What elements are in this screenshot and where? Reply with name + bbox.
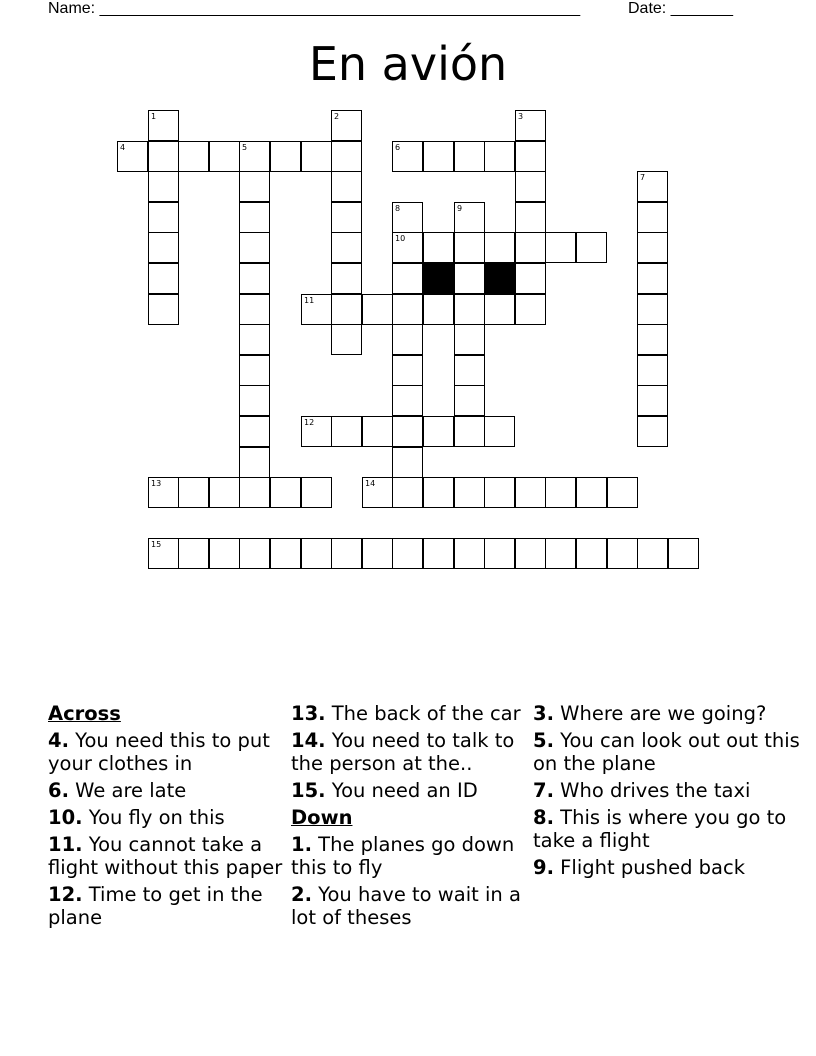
clue-number: 14 xyxy=(365,479,376,488)
grid-cell[interactable] xyxy=(392,232,423,263)
grid-cell[interactable] xyxy=(637,232,668,263)
clue-item-text: We are late xyxy=(68,779,187,802)
grid-cell[interactable] xyxy=(607,538,638,569)
name-field[interactable]: Name: ______________________________________________________ xyxy=(48,0,581,17)
grid-cell[interactable] xyxy=(178,538,209,569)
clue-item xyxy=(291,779,531,802)
clue-item-text: This is where you go to take a flight xyxy=(533,806,787,852)
clue-number: 11 xyxy=(304,296,315,305)
clue-number: 7 xyxy=(640,173,646,182)
grid-cell[interactable] xyxy=(454,141,485,172)
clue-heading-down: Down xyxy=(291,806,353,829)
clue-item xyxy=(48,883,284,929)
clue-item-text: You cannot take a flight without this paper xyxy=(48,833,283,879)
grid-cell[interactable] xyxy=(637,263,668,294)
clue-item xyxy=(533,856,803,879)
clue-number: 1 xyxy=(151,112,157,121)
clue-item-number: 12. xyxy=(48,883,83,906)
grid-cell[interactable] xyxy=(178,477,209,508)
clue-number: 10 xyxy=(395,234,406,243)
clue-item-text: Time to get in the plane xyxy=(48,883,263,929)
grid-cell[interactable] xyxy=(148,110,179,141)
clue-item-number: 10. xyxy=(48,806,83,829)
grid-cell[interactable] xyxy=(239,324,270,355)
grid-cell[interactable] xyxy=(331,141,362,172)
grid-cell[interactable] xyxy=(301,477,332,508)
clue-item xyxy=(291,883,531,929)
grid-cell[interactable] xyxy=(331,416,362,447)
grid-cell[interactable] xyxy=(484,294,515,325)
grid-cell[interactable] xyxy=(637,416,668,447)
grid-cell[interactable] xyxy=(484,538,515,569)
clue-column-2 xyxy=(291,702,531,933)
grid-cell[interactable] xyxy=(484,477,515,508)
date-field[interactable]: Date: _______ xyxy=(628,0,733,17)
grid-cell[interactable] xyxy=(331,171,362,202)
grid-cell[interactable] xyxy=(454,202,485,233)
grid-cell[interactable] xyxy=(301,538,332,569)
grid-cell[interactable] xyxy=(637,324,668,355)
clue-item-number: 15. xyxy=(291,779,326,802)
black-square xyxy=(484,263,515,294)
grid-cell[interactable] xyxy=(148,538,179,569)
grid-cell[interactable] xyxy=(392,294,423,325)
grid-cell[interactable] xyxy=(637,538,668,569)
clue-item-text: You can look out out this on the plane xyxy=(533,729,800,775)
grid-cell[interactable] xyxy=(392,447,423,478)
grid-cell[interactable] xyxy=(270,477,301,508)
grid-cell[interactable] xyxy=(331,263,362,294)
clue-item xyxy=(533,806,803,852)
grid-cell[interactable] xyxy=(545,477,576,508)
grid-cell[interactable] xyxy=(392,538,423,569)
grid-cell[interactable] xyxy=(148,294,179,325)
clue-item-number: 5. xyxy=(533,729,554,752)
grid-cell[interactable] xyxy=(454,355,485,386)
clue-item xyxy=(48,806,284,829)
grid-cell[interactable] xyxy=(392,385,423,416)
black-square xyxy=(423,263,454,294)
grid-cell[interactable] xyxy=(515,232,546,263)
grid-cell[interactable] xyxy=(178,141,209,172)
grid-cell[interactable] xyxy=(239,538,270,569)
grid-cell[interactable] xyxy=(454,538,485,569)
clue-item-number: 9. xyxy=(533,856,554,879)
clue-item-number: 4. xyxy=(48,729,69,752)
grid-cell[interactable] xyxy=(392,416,423,447)
grid-cell[interactable] xyxy=(515,294,546,325)
clue-item-text: You need an ID xyxy=(325,779,478,802)
clue-item-number: 8. xyxy=(533,806,554,829)
grid-cell[interactable] xyxy=(148,171,179,202)
grid-cell[interactable] xyxy=(576,477,607,508)
clue-item-text: You fly on this xyxy=(82,806,225,829)
clue-item-number: 13. xyxy=(291,702,326,725)
grid-cell[interactable] xyxy=(637,294,668,325)
clue-item xyxy=(48,833,284,879)
grid-cell[interactable] xyxy=(392,324,423,355)
grid-cell[interactable] xyxy=(148,477,179,508)
grid-cell[interactable] xyxy=(301,141,332,172)
grid-cell[interactable] xyxy=(637,355,668,386)
grid-cell[interactable] xyxy=(392,202,423,233)
clue-item-text: Who drives the taxi xyxy=(553,779,751,802)
grid-cell[interactable] xyxy=(239,355,270,386)
grid-cell[interactable] xyxy=(301,416,332,447)
grid-cell[interactable] xyxy=(270,538,301,569)
grid-cell[interactable] xyxy=(423,416,454,447)
grid-cell[interactable] xyxy=(239,477,270,508)
clue-item-number: 11. xyxy=(48,833,83,856)
clue-item xyxy=(533,779,803,802)
grid-cell[interactable] xyxy=(454,232,485,263)
grid-cell[interactable] xyxy=(239,416,270,447)
clue-column-1 xyxy=(48,702,284,933)
clue-item-number: 3. xyxy=(533,702,554,725)
clue-heading-across: Across xyxy=(48,702,121,725)
clue-number: 15 xyxy=(151,540,162,549)
grid-cell[interactable] xyxy=(515,538,546,569)
clue-number: 13 xyxy=(151,479,162,488)
grid-cell[interactable] xyxy=(392,263,423,294)
grid-cell[interactable] xyxy=(484,416,515,447)
grid-cell[interactable] xyxy=(301,294,332,325)
grid-cell[interactable] xyxy=(423,294,454,325)
grid-cell[interactable] xyxy=(454,263,485,294)
clue-number: 12 xyxy=(304,418,315,427)
grid-cell[interactable] xyxy=(576,538,607,569)
clue-item xyxy=(291,729,531,775)
grid-cell[interactable] xyxy=(454,294,485,325)
grid-cell[interactable] xyxy=(484,232,515,263)
clue-item-number: 1. xyxy=(291,833,312,856)
grid-cell[interactable] xyxy=(331,202,362,233)
clue-number: 4 xyxy=(120,143,126,152)
grid-cell[interactable] xyxy=(239,141,270,172)
grid-cell[interactable] xyxy=(392,355,423,386)
clue-number: 3 xyxy=(518,112,524,121)
grid-cell[interactable] xyxy=(515,141,546,172)
grid-cell[interactable] xyxy=(239,171,270,202)
grid-cell[interactable] xyxy=(239,232,270,263)
clue-item xyxy=(291,702,531,725)
grid-cell[interactable] xyxy=(423,232,454,263)
clue-item xyxy=(48,779,284,802)
grid-cell[interactable] xyxy=(331,538,362,569)
grid-cell[interactable] xyxy=(148,141,179,172)
grid-cell[interactable] xyxy=(423,141,454,172)
grid-cell[interactable] xyxy=(239,202,270,233)
clue-item xyxy=(291,833,531,879)
grid-cell[interactable] xyxy=(239,447,270,478)
clue-item-text: You need to talk to the person at the.. xyxy=(291,729,515,775)
clue-number: 2 xyxy=(334,112,340,121)
clue-item xyxy=(533,729,803,775)
grid-cell[interactable] xyxy=(239,263,270,294)
clue-item-text: The back of the car xyxy=(325,702,521,725)
clue-item-number: 14. xyxy=(291,729,326,752)
grid-cell[interactable] xyxy=(545,538,576,569)
grid-cell[interactable] xyxy=(209,538,240,569)
grid-cell[interactable] xyxy=(239,385,270,416)
clue-item-text: You have to wait in a lot of theses xyxy=(291,883,521,929)
grid-cell[interactable] xyxy=(331,294,362,325)
grid-cell[interactable] xyxy=(148,263,179,294)
grid-cell[interactable] xyxy=(362,416,393,447)
grid-cell[interactable] xyxy=(331,110,362,141)
grid-cell[interactable] xyxy=(331,232,362,263)
grid-cell[interactable] xyxy=(148,232,179,263)
grid-cell[interactable] xyxy=(515,110,546,141)
clue-item-number: 2. xyxy=(291,883,312,906)
clue-number: 8 xyxy=(395,204,401,213)
grid-cell[interactable] xyxy=(668,538,699,569)
grid-cell[interactable] xyxy=(209,141,240,172)
grid-cell[interactable] xyxy=(270,141,301,172)
grid-cell[interactable] xyxy=(515,202,546,233)
clue-item-text: You need this to put your clothes in xyxy=(48,729,270,775)
grid-cell[interactable] xyxy=(484,141,515,172)
clue-column-3 xyxy=(533,702,803,883)
clue-item-text: The planes go down this to fly xyxy=(291,833,515,879)
grid-cell[interactable] xyxy=(607,477,638,508)
grid-cell[interactable] xyxy=(362,294,393,325)
grid-cell[interactable] xyxy=(362,538,393,569)
grid-cell[interactable] xyxy=(637,202,668,233)
grid-cell[interactable] xyxy=(362,477,393,508)
clue-number: 5 xyxy=(242,143,248,152)
grid-cell[interactable] xyxy=(148,202,179,233)
clue-number: 9 xyxy=(457,204,463,213)
clue-item-text: Where are we going? xyxy=(553,702,767,725)
grid-cell[interactable] xyxy=(545,232,576,263)
grid-cell[interactable] xyxy=(209,477,240,508)
clue-item xyxy=(533,702,803,725)
grid-cell[interactable] xyxy=(637,385,668,416)
grid-cell[interactable] xyxy=(454,385,485,416)
grid-cell[interactable] xyxy=(515,477,546,508)
grid-cell[interactable] xyxy=(331,324,362,355)
clue-item-number: 6. xyxy=(48,779,69,802)
clue-item-number: 7. xyxy=(533,779,554,802)
page-title: En avión xyxy=(308,37,508,91)
grid-cell[interactable] xyxy=(239,294,270,325)
grid-cell[interactable] xyxy=(117,141,148,172)
grid-cell[interactable] xyxy=(423,538,454,569)
grid-cell[interactable] xyxy=(637,171,668,202)
grid-cell[interactable] xyxy=(454,416,485,447)
clue-item-text: Flight pushed back xyxy=(553,856,745,879)
grid-cell[interactable] xyxy=(576,232,607,263)
grid-cell[interactable] xyxy=(454,324,485,355)
grid-cell[interactable] xyxy=(515,263,546,294)
grid-cell[interactable] xyxy=(423,477,454,508)
clue-item xyxy=(48,729,284,775)
clue-number: 6 xyxy=(395,143,401,152)
grid-cell[interactable] xyxy=(454,477,485,508)
grid-cell[interactable] xyxy=(515,171,546,202)
grid-cell[interactable] xyxy=(392,477,423,508)
grid-cell[interactable] xyxy=(392,141,423,172)
